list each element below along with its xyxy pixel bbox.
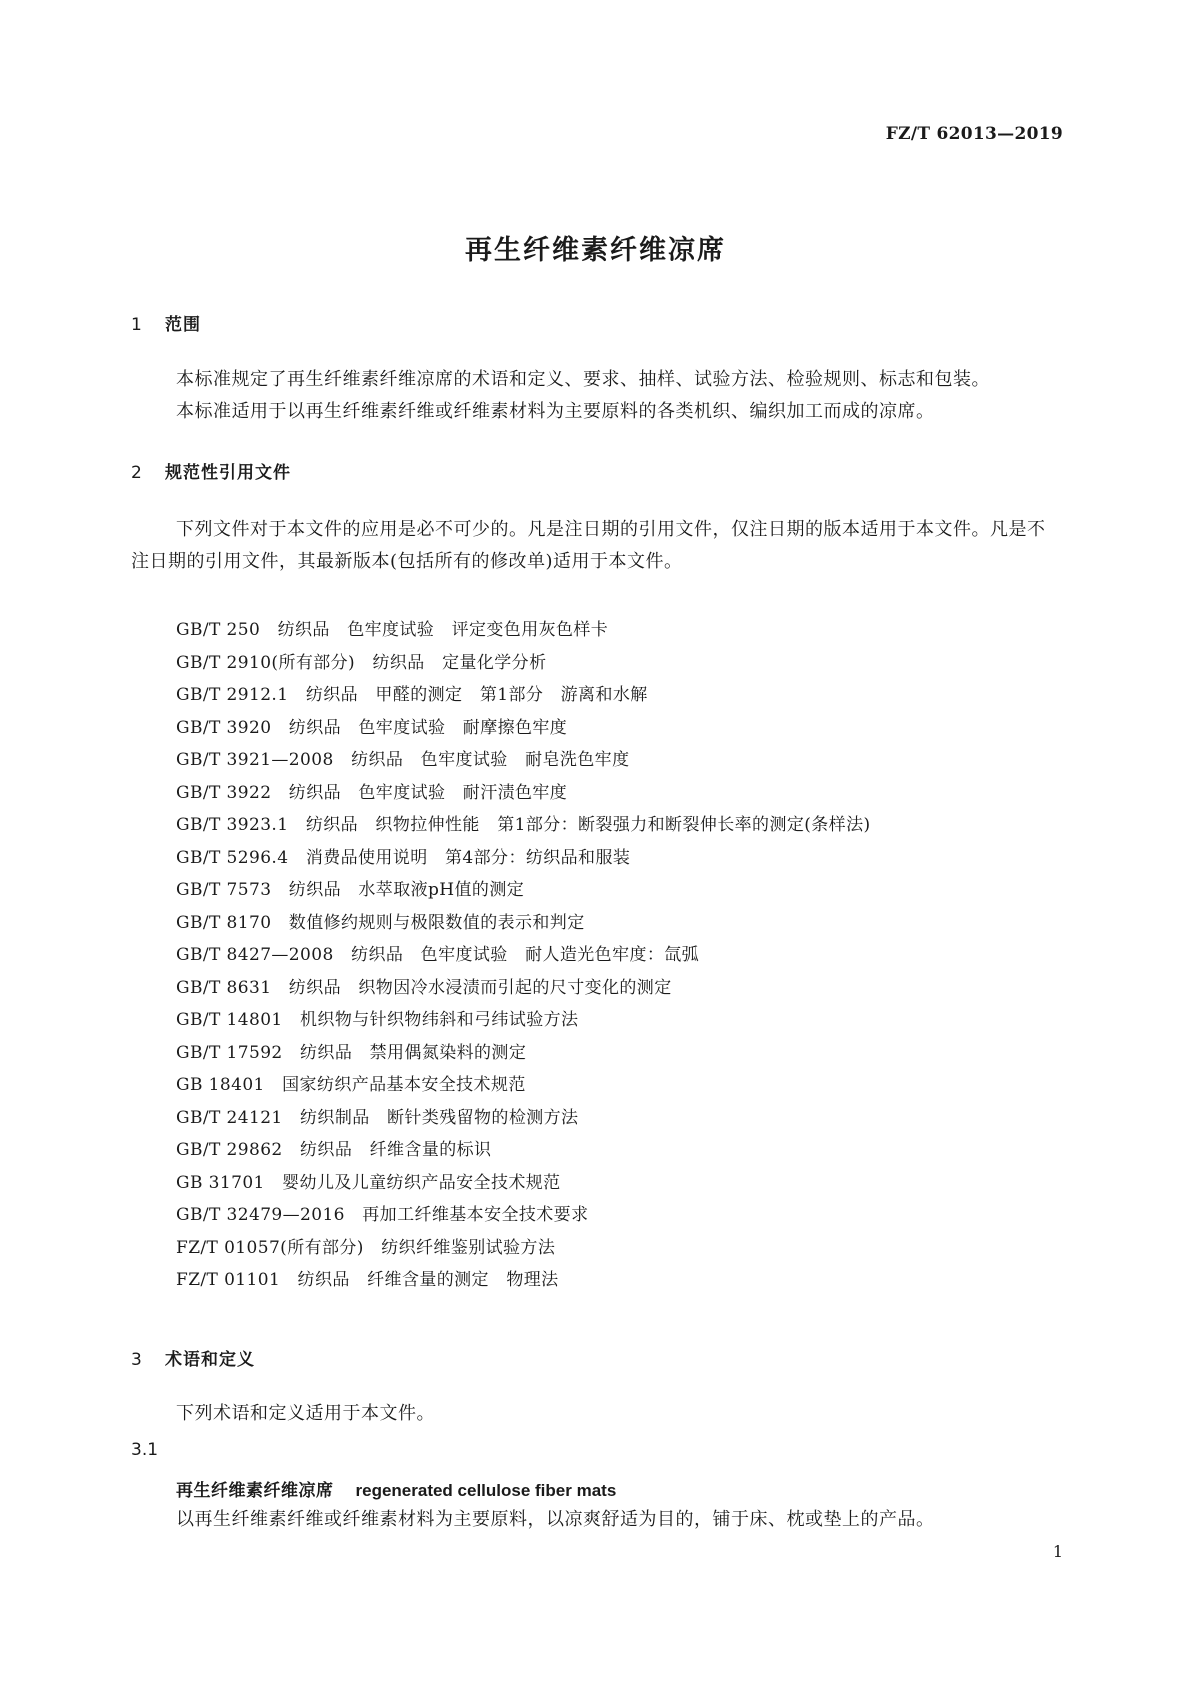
reference-item: GB/T 3920 纺织品 色牢度试验 耐摩擦色牢度 (176, 717, 568, 738)
reference-item: GB/T 17592 纺织品 禁用偶氮染料的测定 (176, 1042, 527, 1063)
section-title: 规范性引用文件 (165, 463, 291, 483)
reference-item: GB/T 2910(所有部分) 纺织品 定量化学分析 (176, 652, 547, 673)
section-number: 1 (131, 315, 143, 335)
section-number: 3 (131, 1350, 143, 1370)
reference-item: GB/T 32479—2016 再加工纤维基本安全技术要求 (176, 1205, 589, 1225)
section-3-heading (131, 1345, 255, 1370)
section-title: 范围 (165, 315, 201, 335)
reference-item: GB/T 29862 纺织品 纤维含量的标识 (176, 1140, 492, 1160)
section-title: 术语和定义 (165, 1350, 255, 1370)
term-english: regenerated cellulose fiber mats (355, 1481, 617, 1500)
reference-item: GB/T 2912.1 纺织品 甲醛的测定 第1部分 游离和水解 (176, 685, 648, 705)
standard-code: FZ/T 62013—2019 (885, 124, 1063, 144)
references-intro: 下列文件对于本文件的应用是必不可少的。凡是注日期的引用文件，仅注日期的版本适用于本文件。凡是不注日期的引用文件，其最新版本(包括所有的修改单)适用于本文件。 (131, 519, 1046, 572)
reference-item: GB/T 24121 纺织制品 断针类残留物的检测方法 (176, 1107, 579, 1128)
reference-item: GB/T 8170 数值修约规则与极限数值的表示和判定 (176, 912, 585, 933)
reference-item: GB/T 7573 纺织品 水萃取液pH值的测定 (176, 880, 525, 900)
page-number: 1 (1052, 1542, 1063, 1561)
reference-item: GB/T 5296.4 消费品使用说明 第4部分：纺织品和服装 (176, 847, 631, 868)
section-2-heading (131, 458, 291, 483)
document-title: 再生纤维素纤维凉席 (465, 235, 726, 266)
section-1-heading (131, 310, 201, 335)
reference-item: FZ/T 01057(所有部分) 纺织纤维鉴别试验方法 (176, 1237, 556, 1258)
reference-item: GB/T 3922 纺织品 色牢度试验 耐汗渍色牢度 (176, 782, 568, 803)
scope-paragraph-2: 本标准适用于以再生纤维素纤维或纤维素材料为主要原料的各类机织、编织加工而成的凉席。 (176, 401, 935, 422)
reference-item: GB/T 250 纺织品 色牢度试验 评定变色用灰色样卡 (176, 620, 609, 640)
reference-list (176, 614, 871, 1297)
reference-item: GB/T 3921—2008 纺织品 色牢度试验 耐皂洗色牢度 (176, 750, 630, 770)
reference-item: GB/T 3923.1 纺织品 织物拉伸性能 第1部分：断裂强力和断裂伸长率的测定(条样法) (176, 815, 871, 835)
term-entry (176, 1476, 616, 1501)
reference-item: GB/T 14801 机织物与针织物纬斜和弓纬试验方法 (176, 1010, 579, 1030)
reference-item: FZ/T 01101 纺织品 纤维含量的测定 物理法 (176, 1270, 559, 1290)
subsection-number: 3.1 (131, 1440, 159, 1460)
scope-paragraph-1: 本标准规定了再生纤维素纤维凉席的术语和定义、要求、抽样、试验方法、检验规则、标志和包装。 (176, 369, 990, 390)
reference-item: GB/T 8631 纺织品 织物因冷水浸渍而引起的尺寸变化的测定 (176, 977, 672, 998)
section-number: 2 (131, 463, 143, 483)
term-chinese: 再生纤维素纤维凉席 (176, 1481, 334, 1501)
reference-item: GB 18401 国家纺织产品基本安全技术规范 (176, 1075, 526, 1095)
reference-item: GB/T 8427—2008 纺织品 色牢度试验 耐人造光色牢度：氙弧 (176, 945, 700, 965)
terms-intro: 下列术语和定义适用于本文件。 (176, 1403, 435, 1424)
reference-item: GB 31701 婴幼儿及儿童纺织产品安全技术规范 (176, 1172, 561, 1193)
term-definition: 以再生纤维素纤维或纤维素材料为主要原料，以凉爽舒适为目的，铺于床、枕或垫上的产品。 (176, 1509, 935, 1530)
